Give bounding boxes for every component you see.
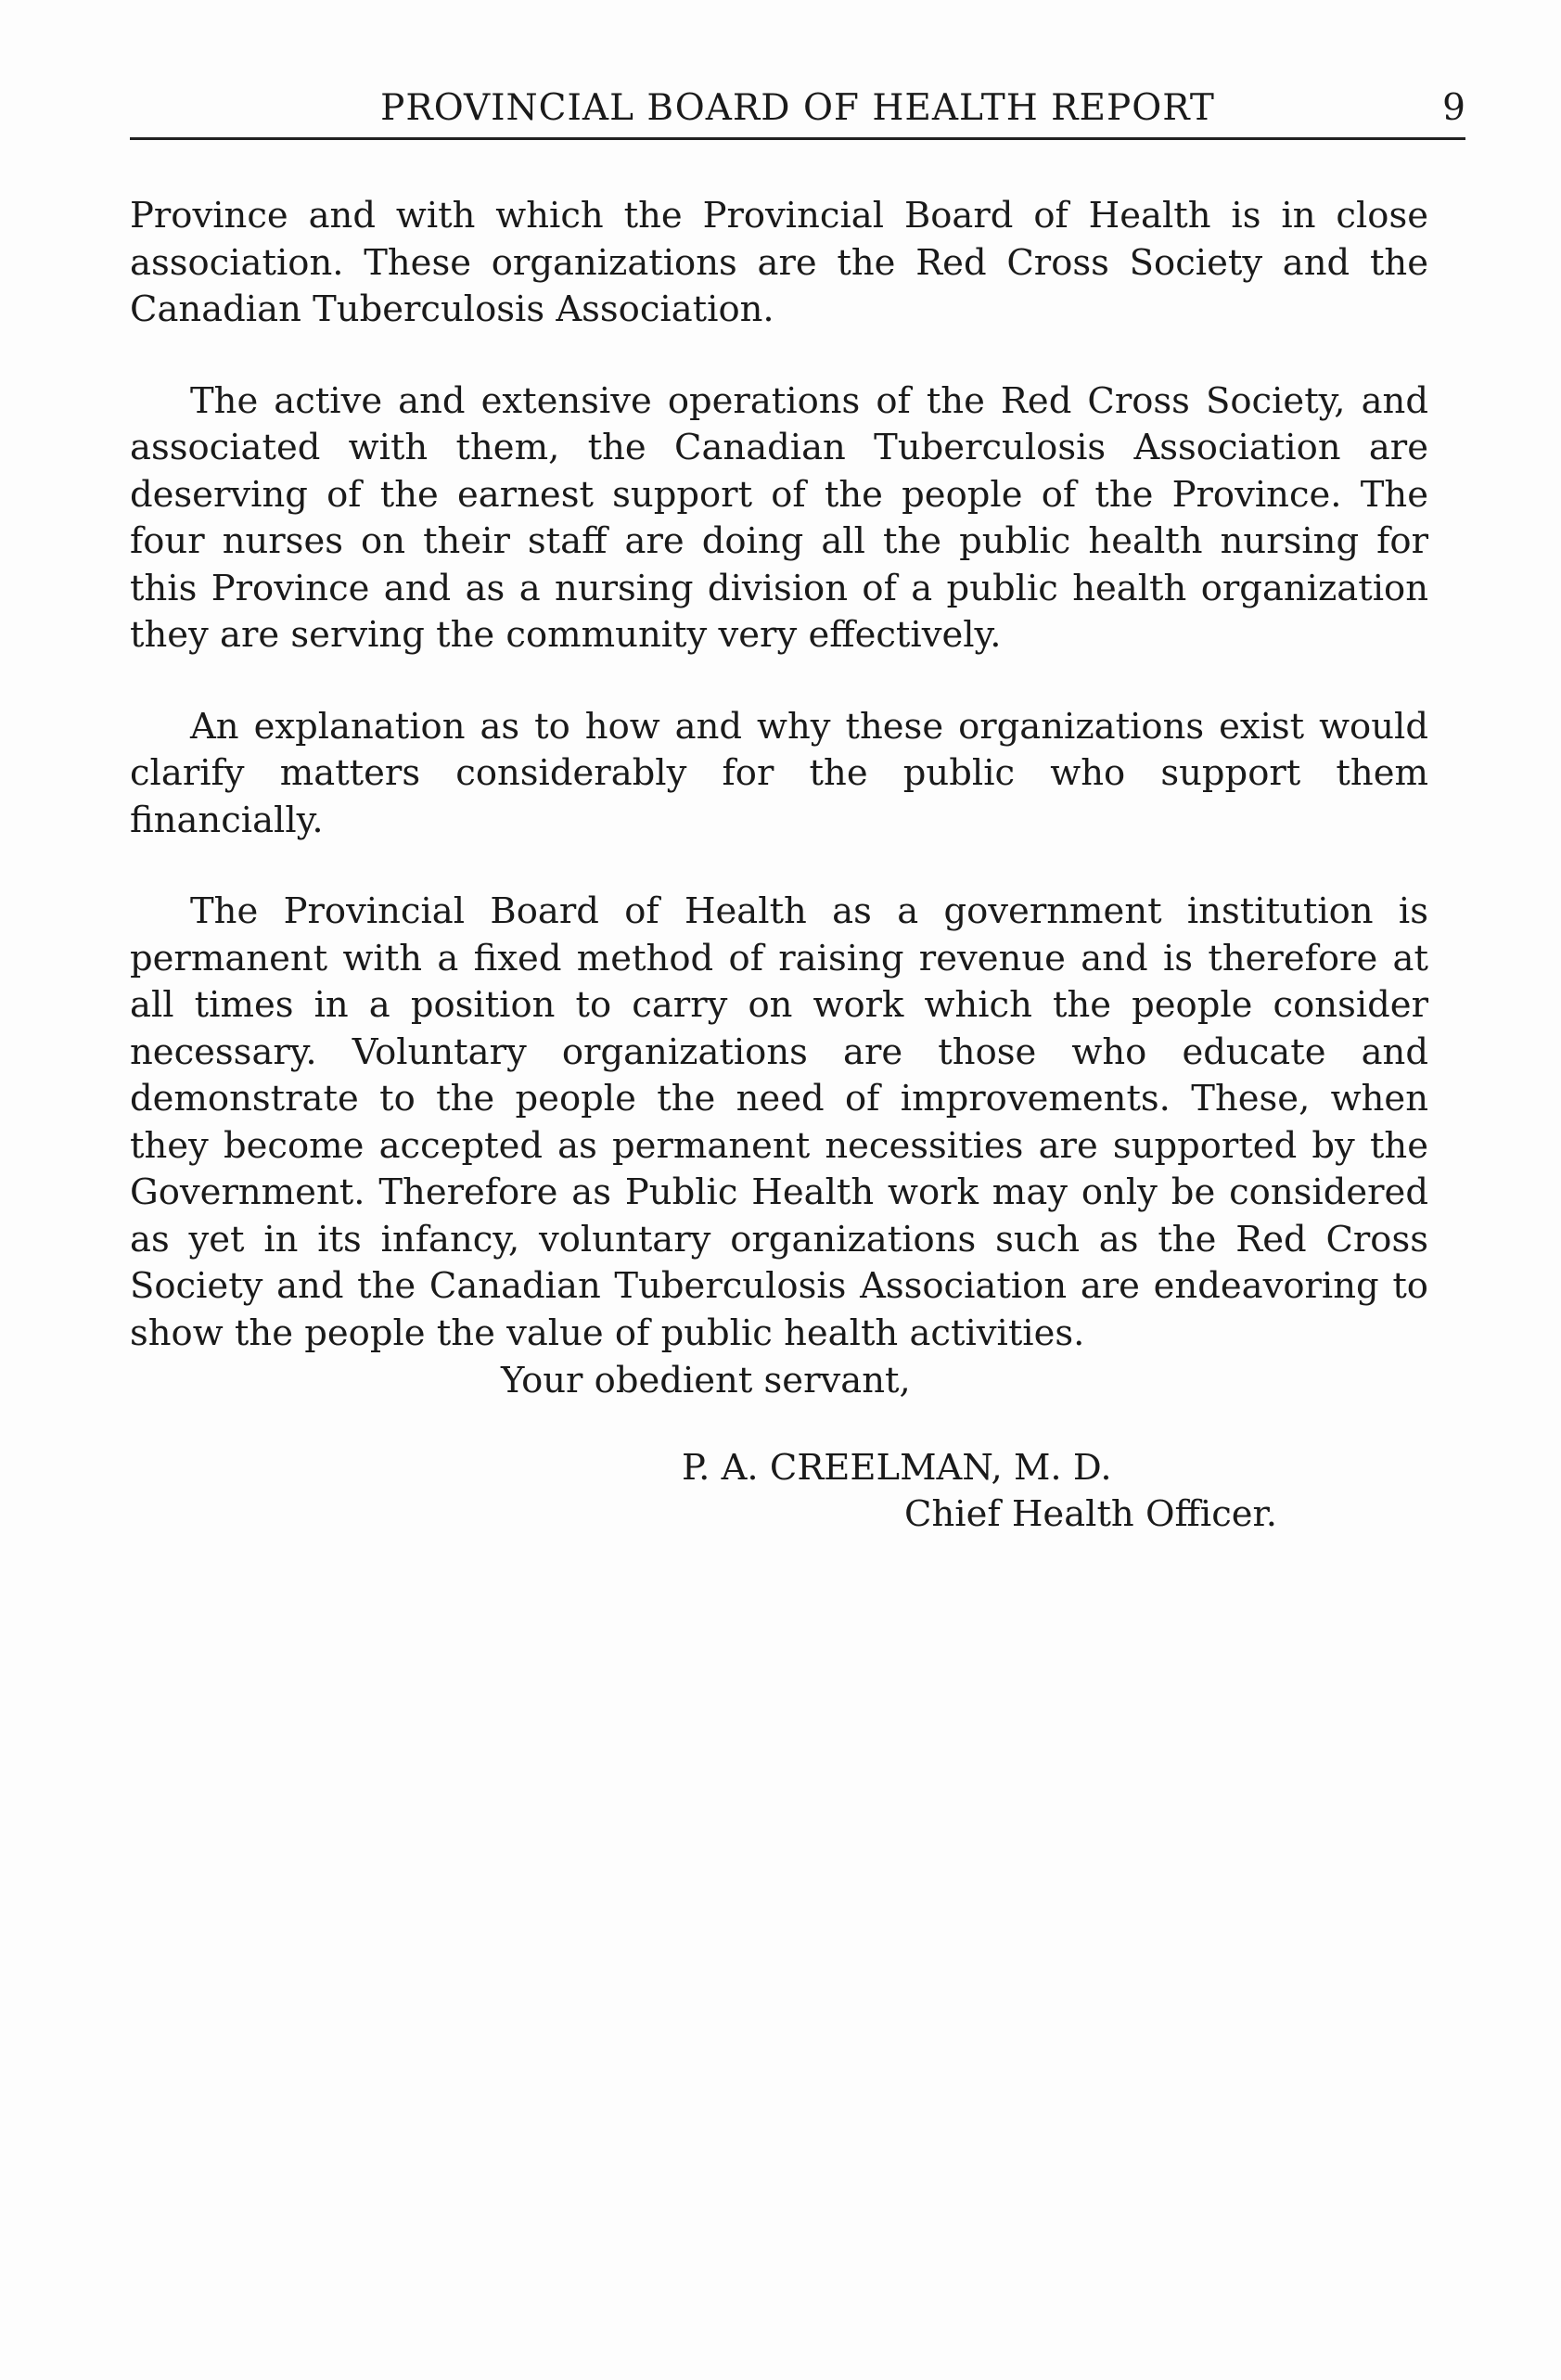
signature-name: P. A. CREELMAN, M. D. xyxy=(682,1447,1112,1489)
paragraph-red-cross-operations: The active and extensive operations of the Red Cross Society, and associated with them, the Canadian Tuberculosis Association are deserving of the earnest support of the people of the Province. The four nurses on their staff are doing all the public health nursing for this Province and as a nursing division of a public health organization they are serving the community very effectively. xyxy=(130,379,1428,656)
running-title: PROVINCIAL BOARD OF HEALTH REPORT xyxy=(380,87,1215,129)
page-number: 9 xyxy=(1442,87,1465,129)
signature-title: Chief Health Officer. xyxy=(904,1493,1277,1535)
running-header xyxy=(130,82,1465,140)
signature-closing: Your obedient servant, xyxy=(501,1360,911,1401)
paragraph-board-of-health: The Provincial Board of Health as a government institution is permanent with a fixed method of raising revenue and is therefore at all times in a position to carry on work which the people consider necessary. Voluntary organizations are those who educate and demonstrate to the people the need of improvements. These, when they become accepted as permanent necessities are supported by the Government. Therefore as Public Health work may only be considered as yet in its infancy, voluntary organizations such as the Red Cross Society and the Canadian Tuberculosis Association are endeavoring to show the people the value of public health activities. xyxy=(130,890,1428,1354)
paragraph-continuation: Province and with which the Provincial Board of Health is in close association. These organizations are the Red Cross Society and the Canadian Tuberculosis Association. xyxy=(130,195,1428,330)
report-body xyxy=(130,193,1428,1401)
paragraph-explanation: An explanation as to how and why these organizations exist would clarify matters considerably for the public who support them financially. xyxy=(130,705,1428,841)
